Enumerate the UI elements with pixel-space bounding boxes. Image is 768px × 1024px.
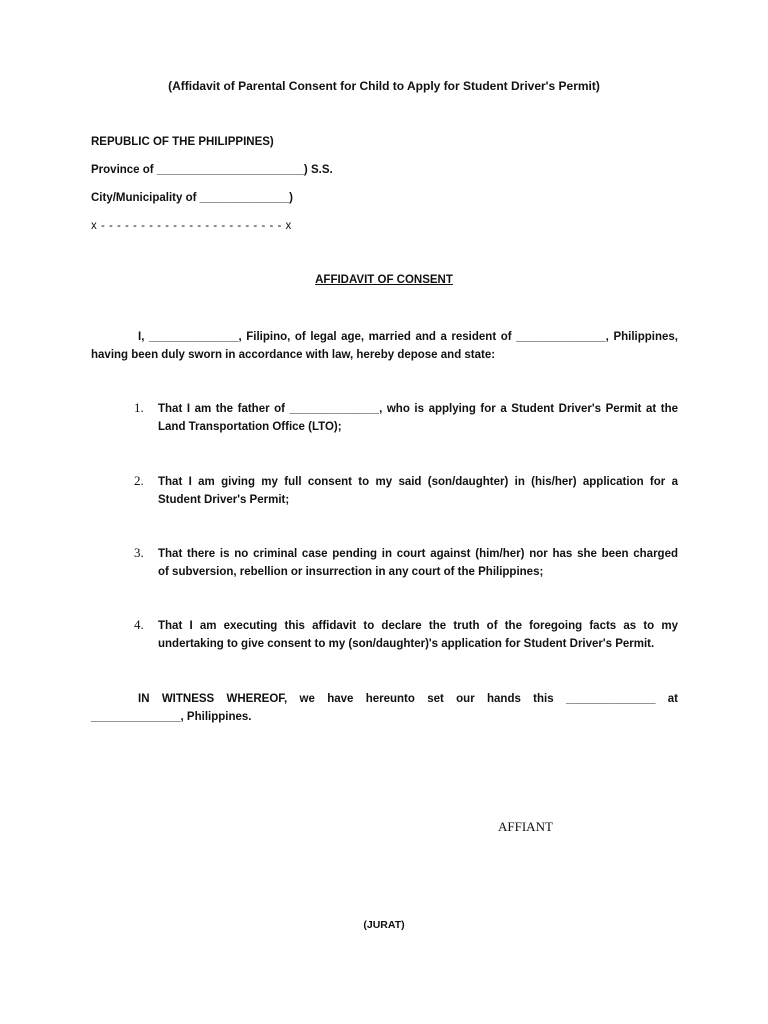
witness-line-2: ______________, Philippines. xyxy=(91,711,252,723)
witness-line-1 xyxy=(91,690,678,708)
list-item-number: 4. xyxy=(134,617,144,632)
list-item-line-1: That I am the father of ______________, who is applying for a Student Driver's Permit at the xyxy=(158,403,678,415)
venue-republic: REPUBLIC OF THE PHILIPPINES) xyxy=(91,136,274,148)
list-item-line-2: Student Driver's Permit; xyxy=(158,494,290,506)
witness-lead: IN WITNESS WHEREOF xyxy=(138,693,285,705)
document-title: (Affidavit of Parental Consent for Child to Apply for Student Driver's Permit) xyxy=(168,79,600,93)
list-item-text xyxy=(158,617,678,653)
venue-separator: x - - - - - - - - - - - - - - - - - - - - - - - x xyxy=(91,220,292,232)
list-item-line-2: Land Transportation Office (LTO); xyxy=(158,421,342,433)
list-item-text xyxy=(158,473,678,509)
affidavit-heading: AFFIDAVIT OF CONSENT xyxy=(315,274,453,286)
list-item-number: 2. xyxy=(134,473,144,488)
list-item-text xyxy=(158,400,678,436)
list-item-line-2: undertaking to give consent to my (son/daughter)'s application for Student Driver's Permit. xyxy=(158,638,655,650)
venue-city: City/Municipality of ______________) xyxy=(91,192,293,204)
intro-paragraph xyxy=(91,328,678,364)
intro-line-2: having been duly sworn in accordance with law, hereby depose and state: xyxy=(91,349,496,361)
venue-province: Province of _______________________) S.S. xyxy=(91,164,333,176)
affiant-label: AFFIANT xyxy=(498,819,553,834)
list-item-line-1: That I am giving my full consent to my said (son/daughter) in (his/her) application for a xyxy=(158,476,678,488)
list-item-line-2: of subversion, rebellion or insurrection in any court of the Philippines; xyxy=(158,566,544,578)
witness-paragraph xyxy=(91,690,678,726)
list-item-text xyxy=(158,545,678,581)
list-item-line-1: That there is no criminal case pending in court against (him/her) nor has she been charged xyxy=(158,548,678,560)
list-item-number: 3. xyxy=(134,545,144,560)
list-item-number: 1. xyxy=(134,400,144,415)
witness-line-1-rest: , we have hereunto set our hands this ______________ at xyxy=(284,693,679,705)
intro-line-1: I, ______________, Filipino, of legal age, married and a resident of ______________, Philippines, xyxy=(138,331,678,343)
jurat-label: (JURAT) xyxy=(363,919,405,931)
list-item-line-1: That I am executing this affidavit to declare the truth of the foregoing facts as to my xyxy=(158,620,678,632)
